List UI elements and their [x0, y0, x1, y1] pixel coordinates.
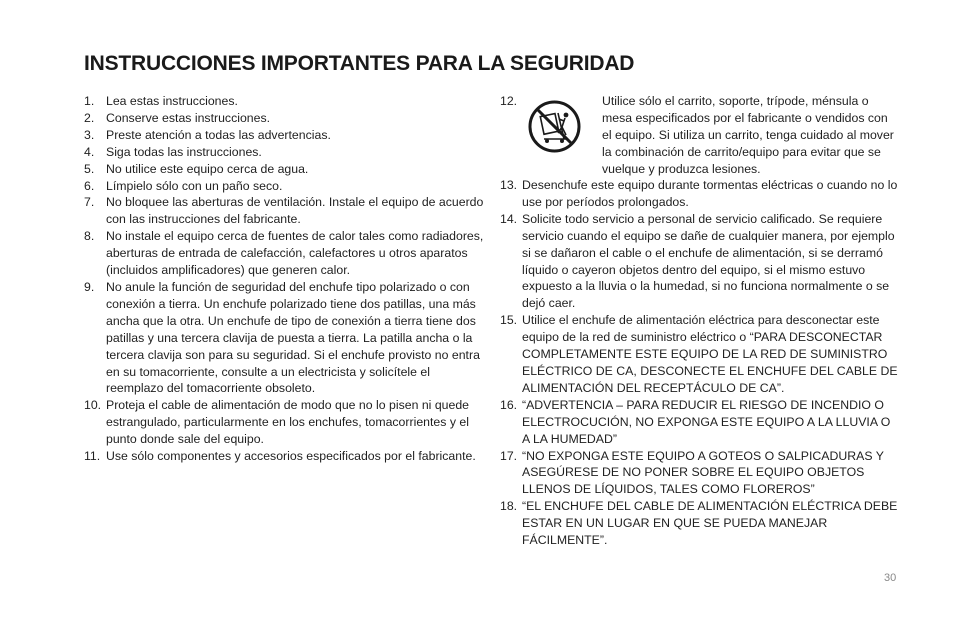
item-text: Use sólo componentes y accesorios especificados por el fabricante. — [106, 449, 476, 464]
list-item — [84, 228, 489, 279]
list-item — [500, 312, 900, 397]
item-text: Preste atención a todas las advertencias. — [106, 127, 331, 142]
item-text: Conserve estas instrucciones. — [106, 110, 271, 125]
item-text: Utilice sólo el carrito, soporte, trípode, ménsula o mesa especificados por el fabricante o vendidos con el equipo. Si utiliza un carrito, tenga cuidado al mover la combinación de carrito/equipo para evitar que se vuelque y produzca lesiones. — [602, 94, 894, 176]
item-number: 14. — [500, 211, 518, 226]
list-item — [84, 127, 489, 144]
item-number: 1. — [84, 94, 95, 108]
item-number: 15. — [500, 313, 518, 328]
item-number: 16. — [500, 397, 518, 412]
list-item — [84, 144, 489, 161]
item-number: 11. — [84, 449, 101, 464]
item-text: Siga todas las instrucciones. — [106, 144, 262, 159]
item-number: 13. — [500, 178, 518, 192]
list-item — [84, 448, 489, 465]
item-number: 12. — [500, 94, 518, 108]
safety-list-right — [500, 93, 900, 549]
item-text: “EL ENCHUFE DEL CABLE DE ALIMENTACIÓN ELÉCTRICA DEBE ESTAR EN UN LUGAR EN QUE SE PUEDA MANEJAR FÁCILMENTE”. — [522, 499, 898, 548]
item-text: Utilice el enchufe de alimentación eléctrica para desconectar este equipo de la red de suministro eléctrico o “PARA DESCONECTAR COMPLETAMENTE ESTE EQUIPO DE LA RED DE SUMINISTRO ELÉCTRICO DE CA, DESCONECTE EL ENCHUFE DEL CABLE DE ALIMENTACIÓN DEL RECEPTÁCULO DE CA”. — [522, 313, 898, 395]
list-item — [84, 161, 489, 178]
item-number: 9. — [84, 279, 95, 294]
item-number: 3. — [84, 127, 95, 142]
item-number: 8. — [84, 229, 95, 244]
item-text: “NO EXPONGA ESTE EQUIPO A GOTEOS O SALPICADURAS Y ASEGÚRESE DE NO PONER SOBRE EL EQUIPO OBJETOS LLENOS DE LÍQUIDOS, TALES COMO FLOREROS” — [522, 448, 884, 497]
list-item — [84, 194, 489, 228]
list-item — [500, 177, 900, 211]
item-number: 5. — [84, 161, 95, 176]
item-text: Lea estas instrucciones. — [106, 94, 238, 108]
item-text: No instale el equipo cerca de fuentes de calor tales como radiadores, aberturas de entrada de calefacción, calefactores u otros aparatos (incluidos amplificadores) que generen calor. — [106, 229, 484, 278]
cart-tip-over-warning-icon — [528, 93, 581, 160]
item-number: 2. — [84, 110, 95, 125]
list-item — [84, 279, 489, 397]
item-text: Solicite todo servicio a personal de servicio calificado. Se requiere servicio cuando el equipo se dañe de cualquier manera, por ejemplo si se dañaron el cable o el enchufe de alimentación, si se derramó líquido o cayeron objetos dentro del equipo, si el mismo estuvo expuesto a la lluvia o la humedad, si no funciona normalmente o se dejó caer. — [522, 211, 895, 311]
page-title: INSTRUCCIONES IMPORTANTES PARA LA SEGURIDAD — [84, 52, 635, 75]
item-number: 17. — [500, 448, 518, 463]
page-number: 30 — [884, 572, 897, 584]
list-item — [500, 498, 900, 549]
item-text: Proteja el cable de alimentación de modo que no lo pisen ni quede estrangulado, particularmente en los enchufes, tomacorrientes y el punto donde sale del equipo. — [106, 398, 470, 447]
item-text: No bloquee las aberturas de ventilación. Instale el equipo de acuerdo con las instrucciones del fabricante. — [106, 195, 484, 227]
item-number: 10. — [84, 398, 102, 413]
list-item — [500, 211, 900, 312]
item-text: No anule la función de seguridad del enchufe tipo polarizado o con conexión a tierra. Un enchufe polarizado tiene dos patillas, una más ancha que la otra. Un enchufe de tipo de conexión a tierra tiene dos patillas y una tercera clavija de puesta a tierra. La patilla ancha o la tercera clavija son para su seguridad. Si el enchufe provisto no entra en su tomacorriente, consulte a un electricista y solicítele el reemplazo del tomacorriente obsoleto. — [106, 279, 480, 396]
list-item — [84, 178, 489, 195]
item-text: “ADVERTENCIA – PARA REDUCIR EL RIESGO DE INCENDIO O ELECTROCUCIÓN, NO EXPONGA ESTE EQUIPO A LA LLUVIA O A LA HUMEDAD” — [522, 397, 891, 446]
item-text: Desenchufe este equipo durante tormentas eléctricas o cuando no lo use por períodos prolongados. — [522, 178, 898, 209]
list-item — [84, 110, 489, 127]
list-item — [500, 397, 900, 448]
item-number: 7. — [84, 195, 95, 210]
safety-list-left — [84, 93, 489, 465]
item-text: No utilice este equipo cerca de agua. — [106, 161, 309, 176]
list-item — [84, 397, 489, 448]
list-item — [500, 93, 900, 177]
item-number: 18. — [500, 499, 518, 514]
list-item — [500, 448, 900, 499]
list-item — [84, 93, 489, 110]
item-number: 6. — [84, 178, 95, 193]
item-text: Límpielo sólo con un paño seco. — [106, 178, 283, 193]
item-number: 4. — [84, 144, 95, 159]
